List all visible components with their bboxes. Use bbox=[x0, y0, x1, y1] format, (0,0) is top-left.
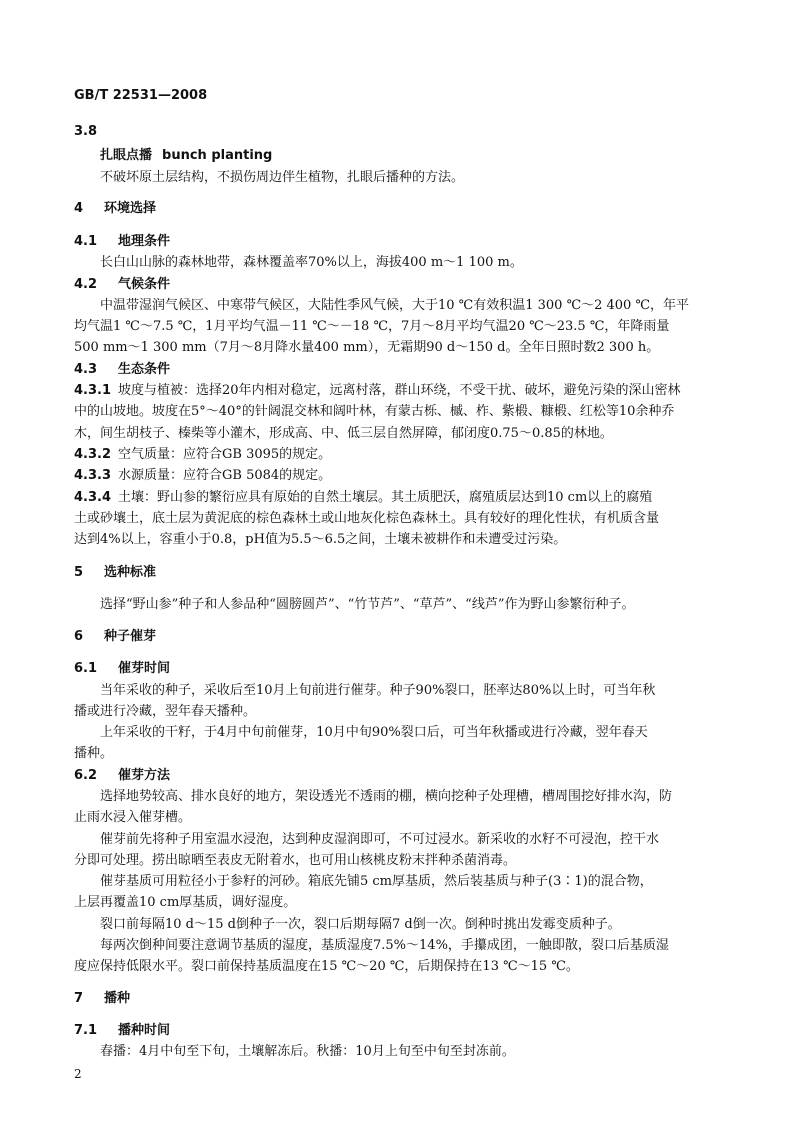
paragraph-line: 上年采收的干籽，于4月中旬前催芽，10月中旬90%裂口后，可当年秋播或进行冷藏，翌年春天 bbox=[100, 725, 648, 740]
paragraph-line: 催芽前先将种子用室温水浸泡，达到种皮湿润即可，不可过浸水。新采收的水籽不可浸泡，控干水 bbox=[100, 832, 660, 847]
section-heading: 4 环境选择 bbox=[74, 201, 157, 216]
subsection-heading: 7.1 播种时间 bbox=[74, 1023, 171, 1038]
subsection-heading: 4.2 气候条件 bbox=[74, 277, 171, 292]
paragraph-line: 选择“野山参”种子和人参品种“圆膀圆芦”、“竹节芦”、“草芦”、“线芦”作为野山参繁衍种子。 bbox=[100, 597, 635, 612]
term-title: 扎眼点播 bunch planting bbox=[100, 148, 273, 163]
clause-line: 4.3.1 坡度与植被：选择20年内相对稳定，远离村落，群山环绕，不受干扰、破坏，避免污染的深山密林 bbox=[74, 383, 681, 398]
standard-code: GB/T 22531—2008 bbox=[74, 88, 208, 103]
paragraph-line: 催芽基质可用粒径小于参籽的河砂。箱底先铺5 cm厚基质，然后装基质与种子(3∶1)的混合物， bbox=[100, 874, 653, 889]
page-number: 2 bbox=[74, 1067, 82, 1081]
section-heading: 5 选种标准 bbox=[74, 565, 157, 580]
clause-line: 4.3.4 土壤：野山参的繁衍应具有原始的自然土壤层。其土质肥沃，腐殖质层达到10 cm以上的腐殖 bbox=[74, 490, 653, 505]
paragraph-line: 500 mm～1 300 mm（7月～8月降水量400 mm），无霜期90 d～150 d。全年日照时数2 300 h。 bbox=[74, 340, 660, 355]
paragraph-line: 当年采收的种子，采收后至10月上旬前进行催芽。种子90%裂口，胚率达80%以上时，可当年秋 bbox=[100, 683, 656, 698]
paragraph-line: 土或砂壤土，底土层为黄泥底的棕色森林土或山地灰化棕色森林土。具有较好的理化性状，有机质含量 bbox=[74, 511, 660, 526]
paragraph-line: 春播：4月中旬至下旬，土壤解冻后。秋播：10月上旬至中旬至封冻前。 bbox=[100, 1044, 515, 1059]
paragraph-line: 每两次倒种间要注意调节基质的湿度，基质湿度7.5%～14%，手攥成团，一触即散，裂口后基质湿 bbox=[100, 938, 669, 953]
paragraph-line: 选择地势较高、排水良好的地方，架设透光不透雨的棚，横向挖种子处理槽，槽周围挖好排水沟，防 bbox=[100, 789, 673, 804]
subsection-heading: 6.1 催芽时间 bbox=[74, 661, 171, 676]
paragraph-line: 木，间生胡枝子、榛柴等小灌木，形成高、中、低三层自然屏障，郁闭度0.75～0.85的林地。 bbox=[74, 426, 613, 441]
paragraph-line: 上层再覆盖10 cm厚基质，调好湿度。 bbox=[74, 895, 297, 910]
paragraph-line: 达到4%以上，容重小于0.8，pH值为5.5～6.5之间，土壤未被耕作和未遭受过污染。 bbox=[74, 532, 567, 547]
paragraph-line: 分即可处理。捞出晾晒至表皮无附着水，也可用山核桃皮粉末拌种杀菌消毒。 bbox=[74, 853, 517, 868]
section-number: 3.8 bbox=[74, 124, 98, 139]
paragraph-line: 度应保持低限水平。裂口前保持基质温度在15 ℃～20 ℃，后期保持在13 ℃～15 ℃。 bbox=[74, 959, 579, 974]
clause-line: 4.3.2 空气质量：应符合GB 3095的规定。 bbox=[74, 447, 332, 462]
subsection-heading: 6.2 催芽方法 bbox=[74, 768, 171, 783]
paragraph-line: 止雨水浸入催芽槽。 bbox=[74, 810, 192, 825]
paragraph-line: 中温带湿润气候区、中寒带气候区，大陆性季风气候，大于10 ℃有效积温1 300 ℃～2 400 ℃，年平 bbox=[100, 298, 689, 313]
paragraph-line: 播种。 bbox=[74, 746, 114, 761]
clause-line: 4.3.3 水源质量：应符合GB 5084的规定。 bbox=[74, 468, 332, 483]
section-heading: 6 种子催芽 bbox=[74, 629, 157, 644]
subsection-heading: 4.1 地理条件 bbox=[74, 234, 171, 249]
paragraph-line: 中的山坡地。坡度在5°～40°的针阔混交林和阔叶林，有蒙古栎、槭、柞、紫椴、糠椴、红松等10余种乔 bbox=[74, 404, 675, 419]
section-heading: 7 播种 bbox=[74, 991, 131, 1006]
paragraph-line: 均气温1 ℃～7.5 ℃，1月平均气温－11 ℃～－18 ℃，7月～8月平均气温20 ℃～23.5 ℃，年降雨量 bbox=[74, 319, 670, 334]
paragraph-line: 长白山山脉的森林地带，森林覆盖率70%以上，海拔400 m～1 100 m。 bbox=[100, 255, 523, 270]
paragraph-line: 播或进行冷藏，翌年春天播种。 bbox=[74, 704, 257, 719]
paragraph-line: 裂口前每隔10 d～15 d倒种子一次，裂口后期每隔7 d倒一次。倒种时挑出发霉变质种子。 bbox=[100, 917, 621, 932]
term-definition: 不破坏原土层结构，不损伤周边伴生植物，扎眼后播种的方法。 bbox=[100, 170, 465, 185]
subsection-heading: 4.3 生态条件 bbox=[74, 362, 171, 377]
